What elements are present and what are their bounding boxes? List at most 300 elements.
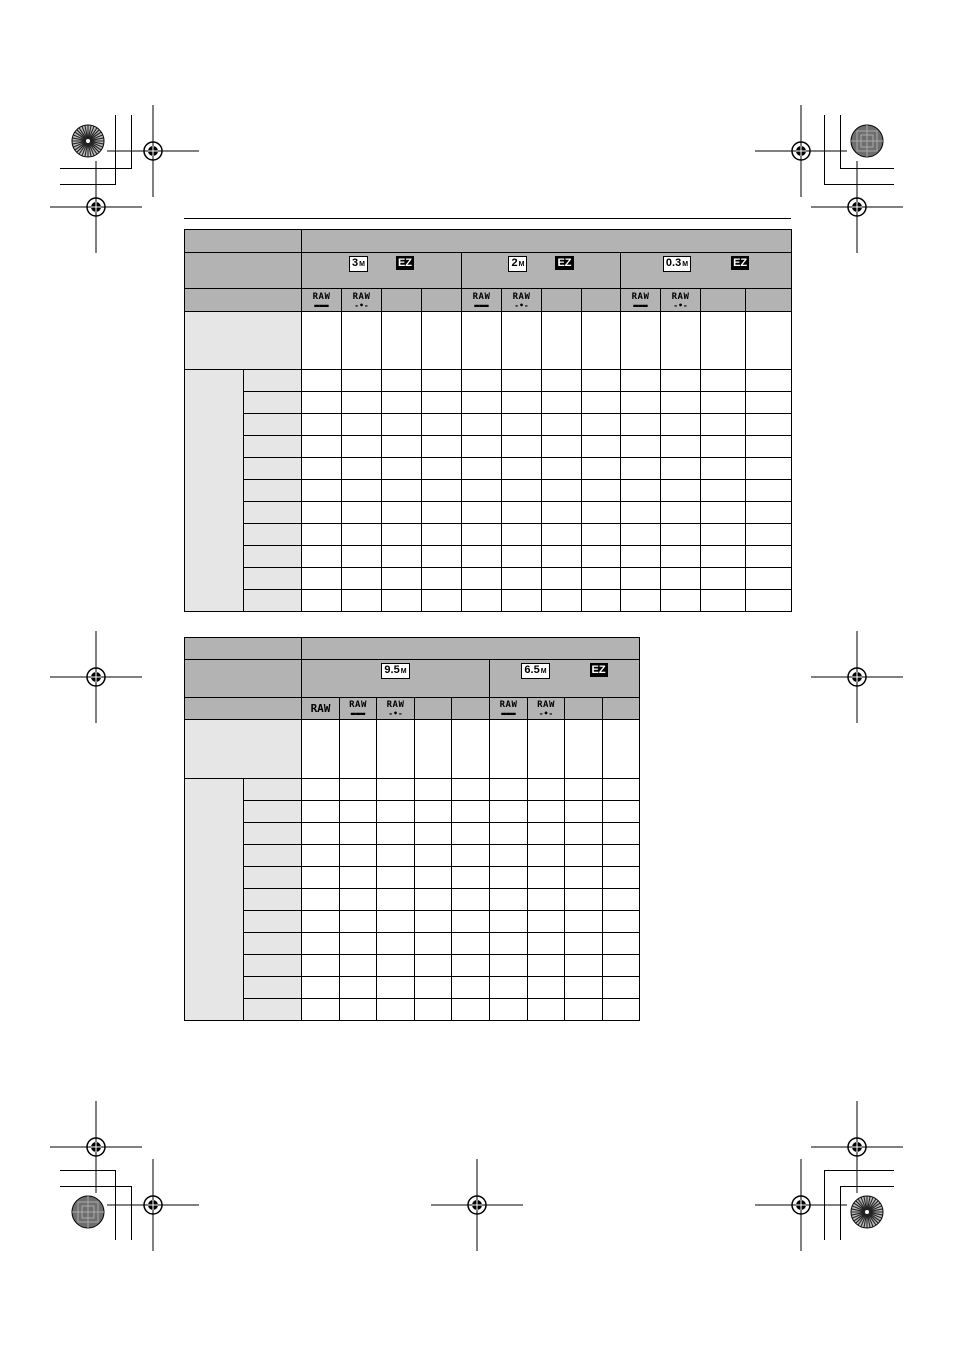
table-row xyxy=(185,568,792,590)
quality-row xyxy=(185,698,640,720)
table-cell xyxy=(302,590,342,612)
table-cell xyxy=(502,458,542,480)
table-cell xyxy=(565,933,603,955)
header-cell xyxy=(185,253,302,289)
table-cell xyxy=(452,977,490,999)
table-cell xyxy=(244,414,302,436)
table-cell xyxy=(415,867,452,889)
table-cell xyxy=(382,370,422,392)
table-cell xyxy=(502,436,542,458)
table-cell xyxy=(462,480,502,502)
table-cell xyxy=(502,590,542,612)
table-cell xyxy=(244,801,302,823)
header-cell xyxy=(302,230,792,253)
table-cell xyxy=(244,502,302,524)
table-cell xyxy=(244,458,302,480)
size-cell-6-5m xyxy=(490,660,640,698)
table-cell xyxy=(490,977,528,999)
table-cell xyxy=(244,546,302,568)
table-cell xyxy=(502,502,542,524)
table-cell xyxy=(528,977,565,999)
table-cell xyxy=(542,546,582,568)
header-row-1 xyxy=(185,638,640,660)
table-cell xyxy=(342,480,382,502)
header-cell xyxy=(185,660,302,698)
table-cell xyxy=(244,999,302,1021)
table-cell xyxy=(244,845,302,867)
header-cell xyxy=(603,698,640,720)
table-cell xyxy=(621,568,661,590)
table-cell xyxy=(582,524,621,546)
table-cell xyxy=(422,414,462,436)
table-cell xyxy=(582,436,621,458)
raw-cell xyxy=(302,698,340,720)
table-cell xyxy=(603,911,640,933)
header-cell xyxy=(185,289,302,312)
table-cell xyxy=(603,867,640,889)
table-row xyxy=(185,889,640,911)
table-cell xyxy=(462,524,502,546)
table-cell xyxy=(490,720,528,779)
table-cell xyxy=(377,911,415,933)
table-cell xyxy=(377,867,415,889)
table-cell xyxy=(603,955,640,977)
table-cell xyxy=(661,414,701,436)
table-cell xyxy=(340,955,377,977)
table-cell xyxy=(340,999,377,1021)
table-cell xyxy=(746,590,792,612)
table-cell xyxy=(422,590,462,612)
table-cell xyxy=(582,458,621,480)
table-cell xyxy=(422,436,462,458)
table-cell xyxy=(582,392,621,414)
raw-standard-cell xyxy=(377,698,415,720)
table-cell xyxy=(565,779,603,801)
table-cell xyxy=(490,955,528,977)
table-cell xyxy=(302,889,340,911)
table-cell xyxy=(377,933,415,955)
table-row xyxy=(185,955,640,977)
table-cell xyxy=(302,801,340,823)
table-cell xyxy=(452,911,490,933)
table-cell xyxy=(302,502,342,524)
raw-fine-cell xyxy=(302,289,342,312)
table-cell xyxy=(382,414,422,436)
header-cell xyxy=(746,289,792,312)
table-cell xyxy=(661,312,701,370)
info-row xyxy=(185,720,640,779)
table-cell xyxy=(244,823,302,845)
table-cell xyxy=(415,845,452,867)
table-cell xyxy=(415,977,452,999)
table-cell xyxy=(415,955,452,977)
table-cell xyxy=(244,955,302,977)
header-cell xyxy=(452,698,490,720)
header-cell xyxy=(542,289,582,312)
raw-fine-icon: RAW ▬▬▬ xyxy=(312,291,331,310)
table-cell xyxy=(342,370,382,392)
table-cell xyxy=(340,801,377,823)
table-cell xyxy=(302,779,340,801)
table-cell xyxy=(415,801,452,823)
table-cell xyxy=(746,436,792,458)
table-cell xyxy=(542,312,582,370)
table-cell xyxy=(701,524,746,546)
table-cell xyxy=(462,392,502,414)
table-cell xyxy=(542,590,582,612)
table-cell xyxy=(701,458,746,480)
table-cell xyxy=(342,502,382,524)
table-cell xyxy=(415,720,452,779)
table-cell xyxy=(621,546,661,568)
table-cell xyxy=(542,458,582,480)
table-cell xyxy=(661,568,701,590)
table-cell xyxy=(542,436,582,458)
raw-standard-icon: RAW -•- xyxy=(512,291,531,310)
table-cell xyxy=(528,955,565,977)
table-cell xyxy=(701,436,746,458)
raw-standard-cell xyxy=(528,698,565,720)
table-cell xyxy=(340,779,377,801)
table-cell xyxy=(452,933,490,955)
table-cell xyxy=(244,911,302,933)
table-cell xyxy=(661,480,701,502)
table-row xyxy=(185,779,640,801)
table-cell xyxy=(382,568,422,590)
table-row xyxy=(185,867,640,889)
header-cell xyxy=(185,638,302,660)
table-cell xyxy=(565,867,603,889)
table-cell xyxy=(621,458,661,480)
table-cell xyxy=(565,955,603,977)
table-cell xyxy=(565,977,603,999)
table-cell xyxy=(340,933,377,955)
table-cell xyxy=(528,823,565,845)
table-cell xyxy=(302,823,340,845)
table-cell xyxy=(342,312,382,370)
size-6-5m-icon: 6.5M xyxy=(521,663,549,679)
table-cell xyxy=(382,502,422,524)
table-cell xyxy=(621,524,661,546)
table-row xyxy=(185,546,792,568)
table-cell xyxy=(382,392,422,414)
header-cell xyxy=(302,638,640,660)
table-cell xyxy=(746,568,792,590)
size-cell-9-5m xyxy=(302,660,490,698)
table-row xyxy=(185,370,792,392)
table-cell xyxy=(302,370,342,392)
raw-fine-cell xyxy=(490,698,528,720)
table-row xyxy=(185,502,792,524)
table-cell xyxy=(342,590,382,612)
raw-standard-icon: RAW -•- xyxy=(352,291,371,310)
table-cell xyxy=(415,999,452,1021)
table-cell xyxy=(415,911,452,933)
ez-icon: EZ xyxy=(557,257,572,269)
table-cell xyxy=(746,524,792,546)
table-cell xyxy=(302,955,340,977)
table-cell xyxy=(415,779,452,801)
table-cell xyxy=(701,414,746,436)
table-cell xyxy=(603,823,640,845)
table-row xyxy=(185,823,640,845)
raw-fine-icon: RAW ▬▬▬ xyxy=(349,700,367,718)
table-cell xyxy=(490,779,528,801)
table-cell xyxy=(603,845,640,867)
table-row xyxy=(185,801,640,823)
table-cell xyxy=(377,845,415,867)
table-cell xyxy=(452,999,490,1021)
header-cell xyxy=(185,698,302,720)
table-cell xyxy=(302,546,342,568)
table-cell xyxy=(621,312,661,370)
table-cell xyxy=(565,720,603,779)
table-cell xyxy=(382,312,422,370)
size-cell-2m xyxy=(462,253,621,289)
table-cell xyxy=(528,933,565,955)
table-cell xyxy=(565,823,603,845)
table-cell xyxy=(340,977,377,999)
table-cell xyxy=(422,546,462,568)
table-cell xyxy=(603,720,640,779)
table-cell xyxy=(746,480,792,502)
table-cell xyxy=(661,458,701,480)
table-cell xyxy=(244,779,302,801)
size-cell-3m xyxy=(302,253,462,289)
table-cell xyxy=(377,720,415,779)
info-row xyxy=(185,312,792,370)
table-cell xyxy=(490,867,528,889)
table-row xyxy=(185,480,792,502)
table-cell xyxy=(565,999,603,1021)
table-cell xyxy=(621,480,661,502)
table-cell xyxy=(565,801,603,823)
table-cell xyxy=(621,502,661,524)
table-cell xyxy=(701,502,746,524)
table-cell xyxy=(340,889,377,911)
table-cell xyxy=(302,999,340,1021)
table-cell xyxy=(382,590,422,612)
table-cell xyxy=(302,392,342,414)
table-row xyxy=(185,524,792,546)
table-cell xyxy=(340,867,377,889)
table-cell xyxy=(621,370,661,392)
table-cell xyxy=(603,889,640,911)
table-cell xyxy=(415,889,452,911)
header-cell xyxy=(382,289,422,312)
table-cell xyxy=(661,502,701,524)
header-cell xyxy=(701,289,746,312)
table-cell xyxy=(746,414,792,436)
quality-row xyxy=(185,289,792,312)
table-cell xyxy=(746,370,792,392)
table-cell xyxy=(382,524,422,546)
table-cell xyxy=(701,590,746,612)
table-cell xyxy=(452,823,490,845)
table-cell xyxy=(244,392,302,414)
table-cell xyxy=(582,502,621,524)
size-0-3m-icon: 0.3M xyxy=(663,256,691,272)
row-group-label xyxy=(185,779,244,1021)
table-cell xyxy=(462,546,502,568)
table-cell xyxy=(490,911,528,933)
table-cell xyxy=(746,502,792,524)
table-cell xyxy=(422,502,462,524)
header-cell xyxy=(185,230,302,253)
table-cell xyxy=(340,911,377,933)
size-9-5m-icon: 9.5M xyxy=(381,663,409,679)
table-cell xyxy=(528,845,565,867)
table-row xyxy=(185,911,640,933)
table-cell xyxy=(528,867,565,889)
table-cell xyxy=(582,568,621,590)
table-cell xyxy=(452,845,490,867)
table-cell xyxy=(462,502,502,524)
table-cell xyxy=(244,524,302,546)
table-cell xyxy=(302,524,342,546)
table-cell xyxy=(542,392,582,414)
table-cell xyxy=(377,823,415,845)
table-cell xyxy=(746,458,792,480)
table-row xyxy=(185,845,640,867)
table-cell xyxy=(302,720,340,779)
table-cell xyxy=(452,801,490,823)
table-row xyxy=(185,414,792,436)
table-cell xyxy=(661,436,701,458)
table-cell xyxy=(377,999,415,1021)
table-cell xyxy=(502,480,542,502)
table-cell xyxy=(244,590,302,612)
table-row xyxy=(185,436,792,458)
table-cell xyxy=(422,392,462,414)
table-cell xyxy=(542,414,582,436)
table-cell xyxy=(490,933,528,955)
table-cell xyxy=(340,823,377,845)
table-cell xyxy=(452,955,490,977)
table-cell xyxy=(603,999,640,1021)
table-cell xyxy=(621,414,661,436)
table-cell xyxy=(382,546,422,568)
table-cell xyxy=(244,867,302,889)
table-cell xyxy=(701,312,746,370)
ez-icon: EZ xyxy=(733,257,748,269)
raw-standard-cell xyxy=(661,289,701,312)
header-row-1 xyxy=(185,230,792,253)
table-cell xyxy=(661,590,701,612)
table-cell xyxy=(377,801,415,823)
table-cell xyxy=(542,480,582,502)
raw-standard-icon: RAW -•- xyxy=(537,700,555,718)
table-cell xyxy=(701,480,746,502)
table-cell xyxy=(701,370,746,392)
raw-standard-icon: RAW -•- xyxy=(386,700,405,718)
table-cell xyxy=(502,312,542,370)
table-cell xyxy=(542,370,582,392)
table-cell xyxy=(462,370,502,392)
table-cell xyxy=(603,779,640,801)
table-cell xyxy=(342,524,382,546)
table-cell xyxy=(701,392,746,414)
table-cell xyxy=(502,524,542,546)
table-cell xyxy=(661,370,701,392)
table-cell xyxy=(422,312,462,370)
table-cell xyxy=(490,801,528,823)
size-3m-icon: 3M xyxy=(349,256,368,272)
table-1 xyxy=(184,229,792,612)
table-cell xyxy=(502,546,542,568)
size-row xyxy=(185,660,640,698)
raw-fine-icon: RAW ▬▬▬ xyxy=(472,291,491,310)
table-cell xyxy=(746,392,792,414)
table-cell xyxy=(340,720,377,779)
table-cell xyxy=(244,889,302,911)
table-cell xyxy=(603,977,640,999)
table-cell xyxy=(244,480,302,502)
ez-icon: EZ xyxy=(397,257,413,269)
table-cell xyxy=(701,546,746,568)
table-cell xyxy=(746,546,792,568)
table-cell xyxy=(415,823,452,845)
table-cell xyxy=(377,889,415,911)
table-row xyxy=(185,933,640,955)
size-2m-icon: 2M xyxy=(508,256,527,272)
label-cell xyxy=(185,720,302,779)
table-cell xyxy=(302,867,340,889)
table-cell xyxy=(582,414,621,436)
table-cell xyxy=(582,312,621,370)
table-cell xyxy=(302,977,340,999)
table-cell xyxy=(302,911,340,933)
table-cell xyxy=(302,414,342,436)
table-cell xyxy=(542,502,582,524)
raw-fine-cell xyxy=(340,698,377,720)
table-cell xyxy=(342,436,382,458)
table-cell xyxy=(342,568,382,590)
table-cell xyxy=(244,568,302,590)
table-cell xyxy=(661,392,701,414)
table-cell xyxy=(377,977,415,999)
table-cell xyxy=(377,779,415,801)
table-cell xyxy=(244,933,302,955)
table-cell xyxy=(302,436,342,458)
table-cell xyxy=(661,546,701,568)
table-cell xyxy=(582,370,621,392)
table-cell xyxy=(582,546,621,568)
table-cell xyxy=(422,480,462,502)
table-cell xyxy=(542,524,582,546)
table-cell xyxy=(490,823,528,845)
table-cell xyxy=(340,845,377,867)
table-cell xyxy=(502,392,542,414)
table-cell xyxy=(502,370,542,392)
table-cell xyxy=(422,524,462,546)
table-cell xyxy=(452,889,490,911)
raw-fine-icon: RAW ▬▬▬ xyxy=(631,291,650,310)
table-cell xyxy=(302,845,340,867)
size-cell-03m xyxy=(621,253,792,289)
raw-fine-cell xyxy=(621,289,661,312)
table-2 xyxy=(184,637,640,1021)
table-cell xyxy=(701,568,746,590)
table-cell xyxy=(490,889,528,911)
table-cell xyxy=(244,370,302,392)
table-cell xyxy=(582,590,621,612)
table-cell xyxy=(542,568,582,590)
table-cell xyxy=(661,524,701,546)
table-cell xyxy=(528,889,565,911)
raw-fine-cell xyxy=(462,289,502,312)
ez-icon: EZ xyxy=(591,664,606,676)
